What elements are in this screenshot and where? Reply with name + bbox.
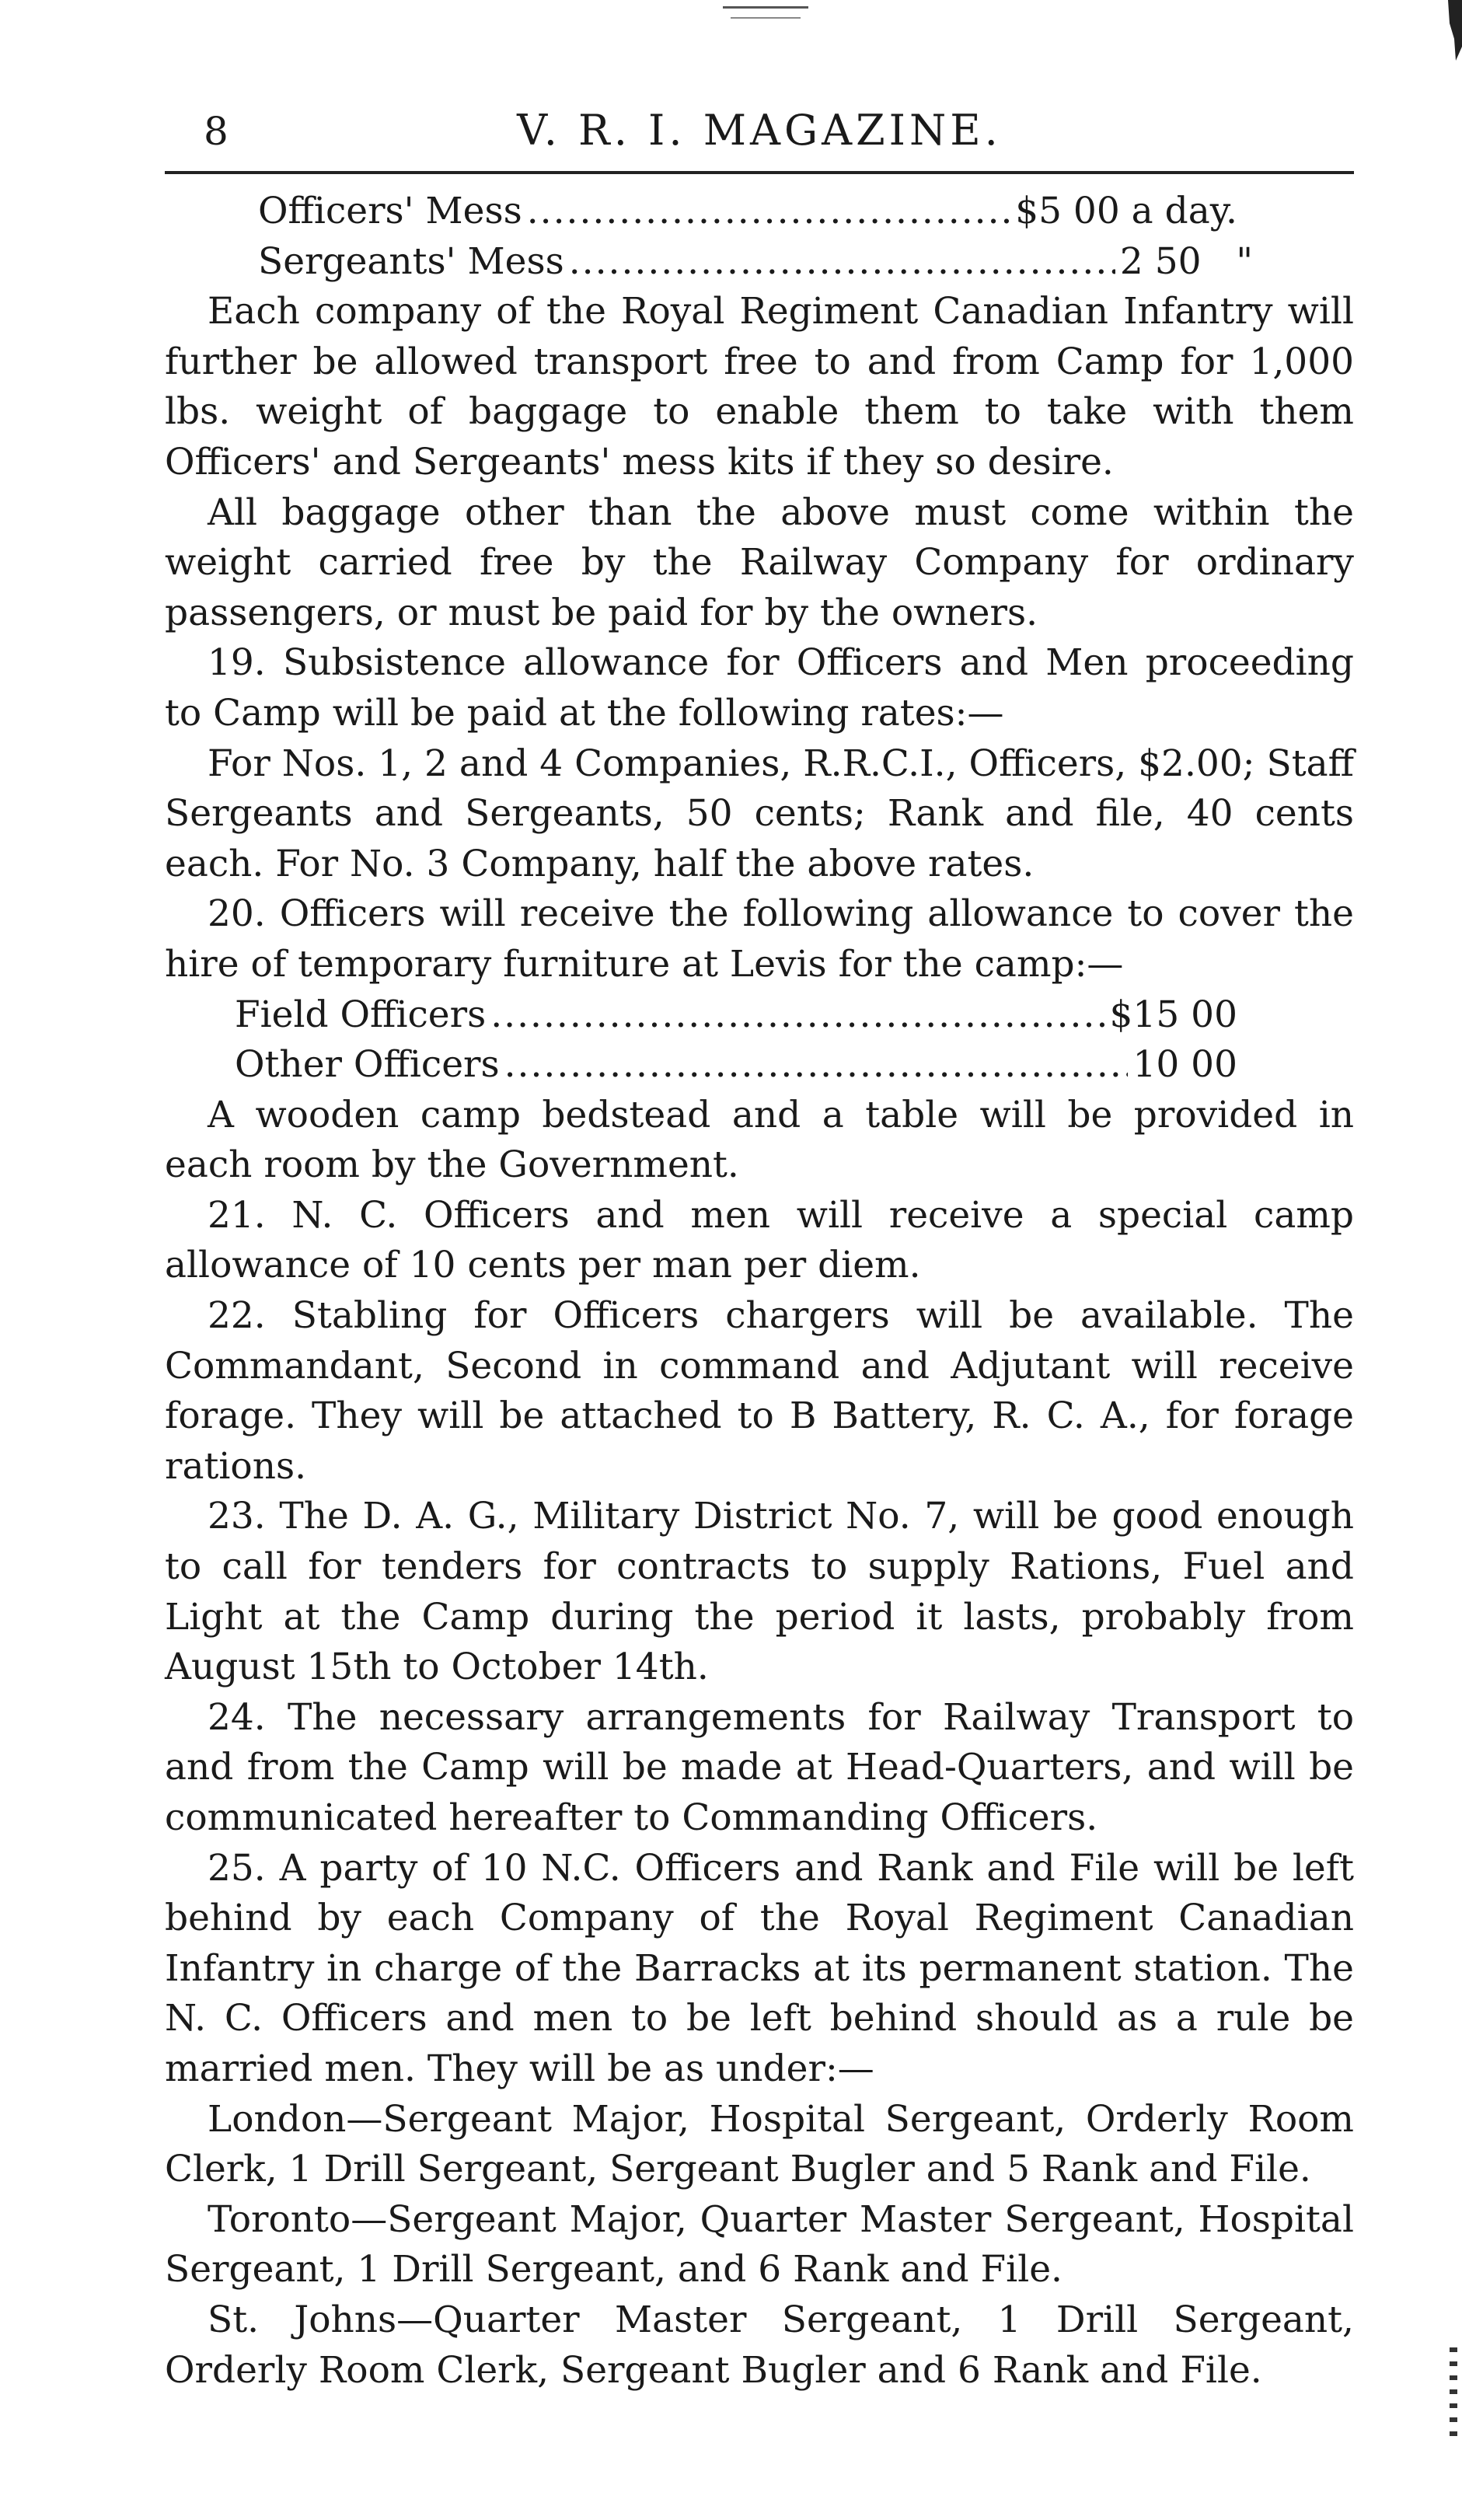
top-edge-rule (723, 6, 808, 9)
leader-dots (527, 187, 1010, 237)
leader-dots (569, 237, 1115, 288)
page-header (165, 93, 1354, 179)
paragraph-21-camp-allowance: 21. N. C. Officers and men will receive a special camp allowance of 10 cents per man per diem. (165, 1193, 1354, 1287)
furniture-rate-amount: $15 00 (1109, 993, 1237, 1036)
page-body (165, 187, 1354, 2396)
furniture-rate-label: Other Officers (235, 1043, 500, 1087)
mess-rate-label: Sergeants' Mess (258, 239, 564, 283)
header-rule (165, 171, 1354, 174)
paragraph-bedstead: A wooden camp bedstead and a table will be provided in each room by the Government. (165, 1093, 1354, 1187)
mess-rate-label: Officers' Mess (258, 190, 522, 232)
paragraph-23-tenders: 23. The D. A. G., Military District No. 7, will be good enough to call for tenders for contracts to supply Rations, Fuel and Light at the Camp during the period it lasts, probably from August 15th to October 14th. (165, 1495, 1354, 1689)
paragraph-st-johns: St. Johns—Quarter Master Sergeant, 1 Drill Sergeant, Orderly Room Clerk, Sergeant Bugler and 6 Rank and File. (165, 2298, 1354, 2392)
leader-dots (490, 990, 1104, 1041)
mess-rate-amount: $5 00 a day. (1015, 190, 1237, 232)
paragraph-20-furniture: 20. Officers will receive the following allowance to cover the hire of temporary furniture at Levis for the camp:— (165, 892, 1354, 986)
paragraph-other-baggage: All baggage other than the above must come within the weight carried free by the Railway Company for ordinary passengers, or must be paid for by the owners. (165, 490, 1354, 634)
paragraph-baggage-transport: Each company of the Royal Regiment Canadian Infantry will further be allowed transport free to and from Camp for 1,000 lbs. weight of baggage to enable them to take with them Officers' and Sergeants' mess kits if they so desire. (165, 290, 1354, 483)
mess-rate-row (165, 237, 1354, 288)
paragraph-toronto: Toronto—Sergeant Major, Quarter Master Sergeant, Hospital Sergeant, 1 Drill Sergeant, and 6 Rank and File. (165, 2197, 1354, 2291)
running-title: V. R. I. MAGAZINE. (517, 106, 1002, 155)
furniture-rate-amount: 10 00 (1132, 1043, 1237, 1087)
furniture-rate-row (165, 1040, 1354, 1091)
paragraph-19-subsistence: 19. Subsistence allowance for Officers and Men proceeding to Camp will be paid at the following rates:— (165, 641, 1354, 735)
paragraph-25-barracks-party: 25. A party of 10 N.C. Officers and Rank and File will be left behind by each Company of the Royal Regiment Canadian Infantry in charge of the Barracks at its permanent station. The N. C. Officers and men to be left behind should as a rule be married men. They will be as under:— (165, 1846, 1354, 2090)
paragraph-subsistence-rates: For Nos. 1, 2 and 4 Companies, R.R.C.I., Officers, $2.00; Staff Sergeants and Sergeants, 50 cents; Rank and file, 40 cents each. For No. 3 Company, half the above rates. (165, 742, 1354, 885)
page (165, 93, 1354, 2396)
paragraph-london: London—Sergeant Major, Hospital Sergeant, Orderly Room Clerk, 1 Drill Sergeant, Sergeant Bugler and 5 Rank and File. (165, 2097, 1354, 2191)
furniture-rate-label: Field Officers (235, 993, 487, 1036)
paragraph-22-stabling: 22. Stabling for Officers chargers will be available. The Commandant, Second in command and Adjutant will receive forage. They will be attached to B Battery, R. C. A., for forage rations. (165, 1294, 1354, 1488)
page-number: 8 (204, 109, 229, 154)
edge-binding-dots (1450, 2347, 1457, 2441)
mess-rate-amount: 2 50 " (1119, 239, 1253, 283)
top-edge-rule-secondary (731, 17, 801, 19)
corner-ink-mark (1445, 0, 1462, 62)
paragraph-24-railway-transport: 24. The necessary arrangements for Railway Transport to and from the Camp will be made at Head-Quarters, and will be communicated hereafter to Commanding Officers. (165, 1695, 1354, 1839)
furniture-rate-row (165, 990, 1354, 1041)
leader-dots (504, 1040, 1129, 1091)
mess-rate-row (165, 187, 1354, 237)
